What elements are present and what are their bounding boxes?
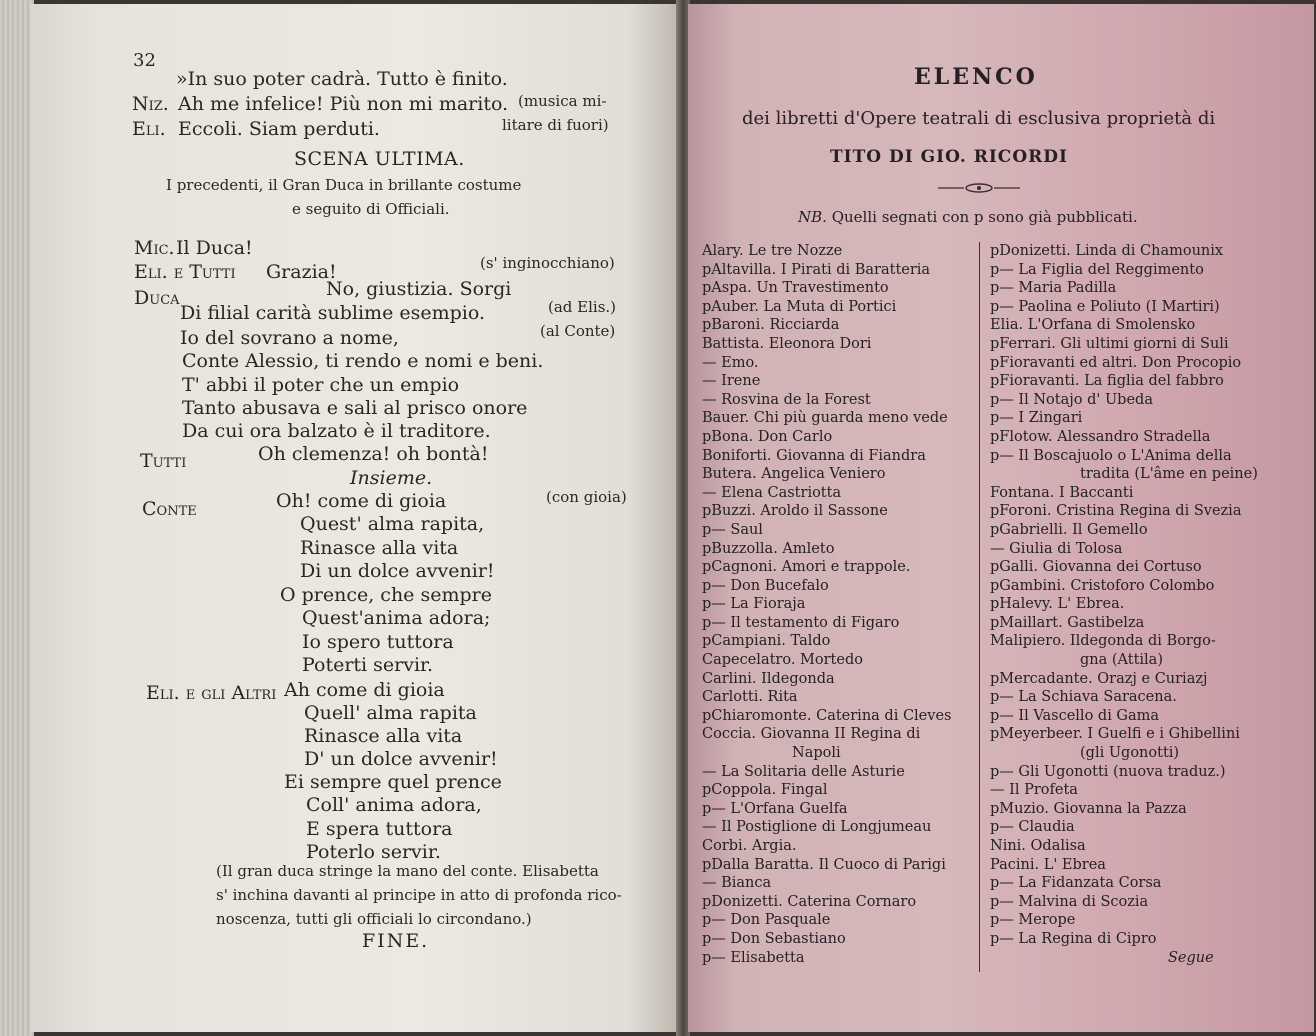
libretto-entry: Coccia. Giovanna II Regina di (702, 726, 921, 743)
libretto-entry: — Rosvina de la Forest (702, 391, 871, 408)
libretto-entry: Carlini. Ildegonda (702, 670, 835, 687)
verse-line: D' un dolce avvenir! (304, 748, 498, 770)
libretto-entry: Fontana. I Baccanti (990, 484, 1134, 501)
verse-line: Quell' alma rapita (304, 702, 477, 724)
verse-line: Poterlo servir. (306, 841, 441, 863)
stage-direction: I precedenti, il Gran Duca in brillante costume (166, 176, 522, 194)
libretto-entry: p— L'Orfana Guelfa (702, 800, 848, 817)
libretti-list-left (702, 242, 974, 967)
catalog-subheading: dei libretti d'Opere teatrali di esclusiva proprietà di (742, 108, 1216, 129)
verse-line: O prence, che sempre (280, 584, 492, 606)
verse-line: Il Duca! (176, 237, 253, 259)
speaker-label: Mic. (134, 237, 175, 259)
verse-line: Eccoli. Siam perduti. (178, 118, 380, 140)
libretto-entry: pMuzio. Giovanna la Pazza (990, 800, 1187, 817)
libretto-entry: tradita (L'âme en peine) (1080, 466, 1258, 483)
verse-line: Tanto abusava e sali al prisco onore (182, 397, 528, 419)
verse-line: Ah come di gioia (284, 679, 445, 701)
verse-line: Quest'anima adora; (302, 607, 491, 629)
note-label: NB. (798, 208, 827, 226)
libretto-entry: — Il Postiglione di Longjumeau (702, 819, 932, 836)
libretto-entry: p— Saul (702, 521, 763, 538)
fine-label: FINE. (362, 930, 430, 952)
libretto-entry: — Emo. (702, 354, 759, 371)
libretto-entry: — Giulia di Tolosa (990, 540, 1123, 557)
verse-line: E spera tuttora (306, 818, 453, 840)
page-number: 32 (133, 50, 156, 71)
libretto-entry: p— Merope (990, 912, 1076, 929)
publisher-name: TITO DI GIO. RICORDI (830, 147, 1068, 167)
libretto-entry: p— Maria Padilla (990, 280, 1117, 297)
libretto-entry: p— I Zingari (990, 410, 1083, 427)
right-page (688, 4, 1314, 1032)
verse-line: Oh clemenza! oh bontà! (258, 443, 489, 465)
stage-note: litare di fuori) (502, 116, 609, 134)
libretto-entry: Pacini. L' Ebrea (990, 856, 1106, 873)
libretto-entry: pGabrielli. Il Gemello (990, 521, 1148, 538)
libretto-entry: — La Solitaria delle Asturie (702, 763, 905, 780)
libretto-entry: p— Il Vascello di Gama (990, 707, 1160, 724)
libretto-entry: p— Don Sebastiano (702, 930, 846, 947)
libretto-entry: pDonizetti. Linda di Chamounix (990, 243, 1224, 259)
libretto-entry: pAuber. La Muta di Portici (702, 298, 897, 315)
libretto-entry: pMaillart. Gastibelza (990, 614, 1145, 631)
verse-line: Poterti servir. (302, 654, 434, 676)
stage-note: (s' inginocchiano) (480, 254, 615, 272)
libretto-entry: pFioravanti ed altri. Don Procopio (990, 354, 1242, 371)
libretto-entry: pGambini. Cristoforo Colombo (990, 577, 1215, 594)
speaker-label: Niz. (132, 93, 169, 115)
libretto-entry: p— Il Boscajuolo o L'Anima della (990, 447, 1232, 464)
verse-line: Io del sovrano a nome, (180, 327, 399, 349)
column-divider (979, 242, 980, 972)
note-text: Quelli segnati con p sono già pubblicati. (831, 208, 1138, 226)
stage-note: (con gioia) (546, 488, 627, 506)
verse-line: Io spero tuttora (302, 631, 454, 653)
stage-direction: (Il gran duca stringe la mano del conte. Elisabetta (216, 862, 599, 880)
libretto-entry: p— La Schiava Saracena. (990, 689, 1177, 706)
libretto-entry: pForoni. Cristina Regina di Svezia (990, 503, 1242, 520)
stage-note: (al Conte) (540, 322, 616, 340)
verse-line: Grazia! (266, 261, 337, 283)
libretto-entry: pDonizetti. Caterina Cornaro (702, 893, 917, 910)
verse-line: Da cui ora balzato è il traditore. (182, 420, 491, 442)
libretto-entry: pBona. Don Carlo (702, 428, 833, 445)
speaker-label: Conte (142, 498, 197, 520)
libretto-entry: pFioravanti. La figlia del fabbro (990, 373, 1224, 390)
page-edges (0, 0, 34, 1036)
libretto-entry: Segue (1168, 949, 1214, 966)
libretto-entry: Napoli (792, 745, 841, 762)
verse-line: Quest' alma rapita, (300, 513, 485, 535)
libretto-entry: pCagnoni. Amori e trappole. (702, 559, 911, 576)
libretto-entry: Carlotti. Rita (702, 689, 798, 706)
catalog-heading: ELENCO (914, 64, 1038, 90)
libretto-entry: pHalevy. L' Ebrea. (990, 596, 1125, 613)
libretto-entry: pBuzzolla. Amleto (702, 540, 835, 557)
libretto-entry: Corbi. Argia. (702, 838, 797, 854)
libretto-entry: — Irene (702, 373, 761, 390)
verse-line: Di filial carità sublime esempio. (180, 302, 485, 324)
libretto-entry: Alary. Le tre Nozze (702, 243, 843, 259)
verse-line: T' abbi il poter che un empio (182, 374, 460, 396)
libretto-entry: pMercadante. Orazj e Curiazj (990, 670, 1208, 687)
libretto-entry: p— Don Pasquale (702, 912, 831, 929)
verse-line: Ei sempre quel prence (284, 771, 502, 793)
speaker-label: Eli. e Tutti (134, 261, 236, 283)
speaker-label: Eli. (132, 118, 166, 140)
ornament-divider (936, 182, 1022, 194)
libretto-entry: p— Il Notajo d' Ubeda (990, 391, 1153, 408)
libretto-entry: (gli Ugonotti) (1080, 745, 1180, 762)
libretto-entry: Butera. Angelica Veniero (702, 466, 886, 483)
libretto-entry: pBuzzi. Aroldo il Sassone (702, 503, 888, 520)
libretto-entry: — Bianca (702, 875, 772, 892)
libretto-entry: pBaroni. Ricciarda (702, 317, 840, 334)
verse-line: No, giustizia. Sorgi (326, 278, 512, 300)
libretto-entry: p— Malvina di Scozia (990, 893, 1149, 910)
libretto-entry: Malipiero. Ildegonda di Borgo- (990, 633, 1216, 650)
libretto-entry: pFlotow. Alessandro Stradella (990, 428, 1211, 445)
publication-note (798, 208, 1138, 226)
stage-note: (musica mi- (518, 92, 607, 110)
libretto-entry: p— Gli Ugonotti (nuova traduz.) (990, 763, 1226, 780)
libretto-entry: pFerrari. Gli ultimi giorni di Suli (990, 335, 1229, 352)
libretto-entry: p— Il testamento di Figaro (702, 614, 900, 631)
libretto-entry: pChiaromonte. Caterina di Cleves (702, 707, 952, 724)
libretto-entry: pGalli. Giovanna dei Cortuso (990, 559, 1202, 576)
verse-line: Rinasce alla vita (304, 725, 463, 747)
verse-line: »In suo poter cadrà. Tutto è finito. (176, 68, 508, 90)
libretto-entry: Boniforti. Giovanna di Fiandra (702, 447, 926, 464)
stage-direction: e seguito di Officiali. (292, 200, 450, 218)
libretto-entry: p— Paolina e Poliuto (I Martiri) (990, 298, 1220, 315)
libretto-entry: pDalla Baratta. Il Cuoco di Parigi (702, 856, 946, 873)
verse-line: Coll' anima adora, (306, 794, 482, 816)
stage-direction: s' inchina davanti al principe in atto di profonda rico- (216, 886, 622, 904)
verse-line: Di un dolce avvenir! (300, 560, 495, 582)
libretto-entry: Bauer. Chi più guarda meno vede (702, 410, 948, 427)
libretto-entry: p— La Figlia del Reggimento (990, 261, 1204, 278)
libretto-entry: — Elena Castriotta (702, 484, 842, 501)
libretto-entry: p— La Fioraja (702, 596, 806, 613)
libretto-entry: p— Don Bucefalo (702, 577, 829, 594)
libretti-list-right (990, 242, 1258, 967)
libretto-entry: pCampiani. Taldo (702, 633, 831, 650)
libretto-entry: p— Elisabetta (702, 949, 805, 966)
verse-line: Oh! come di gioia (276, 490, 447, 512)
libretto-entry: Nini. Odalisa (990, 838, 1086, 854)
speaker-label: Tutti (140, 450, 187, 472)
libretto-entry: pAltavilla. I Pirati di Baratteria (702, 261, 931, 278)
scene-title: SCENA ULTIMA. (294, 148, 465, 170)
left-page (30, 4, 680, 1032)
libretto-entry: pCoppola. Fingal (702, 782, 828, 799)
libretto-entry: p— Claudia (990, 819, 1075, 836)
verse-line: Conte Alessio, ti rendo e nomi e beni. (182, 350, 544, 372)
libretto-entry: — Il Profeta (990, 782, 1078, 799)
insieme-label: Insieme. (350, 467, 433, 489)
speaker-label: Eli. e gli Altri (146, 682, 277, 704)
speaker-label: Duca (134, 287, 180, 309)
libretto-entry: Capecelatro. Mortedo (702, 652, 863, 669)
libretto-entry: Elia. L'Orfana di Smolensko (990, 317, 1196, 334)
libretto-entry: gna (Attila) (1080, 652, 1163, 669)
verse-line: Rinasce alla vita (300, 537, 459, 559)
stage-direction: noscenza, tutti gli officiali lo circondano.) (216, 910, 532, 928)
libretto-entry: p— La Regina di Cipro (990, 930, 1157, 947)
libretto-entry: p— La Fidanzata Corsa (990, 875, 1162, 892)
libretto-entry: pMeyerbeer. I Guelfi e i Ghibellini (990, 726, 1240, 743)
libretto-entry: pAspa. Un Travestimento (702, 280, 889, 297)
libretto-entry: Battista. Eleonora Dori (702, 335, 872, 352)
verse-line: Ah me infelice! Più non mi marito. (178, 93, 509, 115)
stage-note: (ad Elis.) (548, 298, 617, 316)
